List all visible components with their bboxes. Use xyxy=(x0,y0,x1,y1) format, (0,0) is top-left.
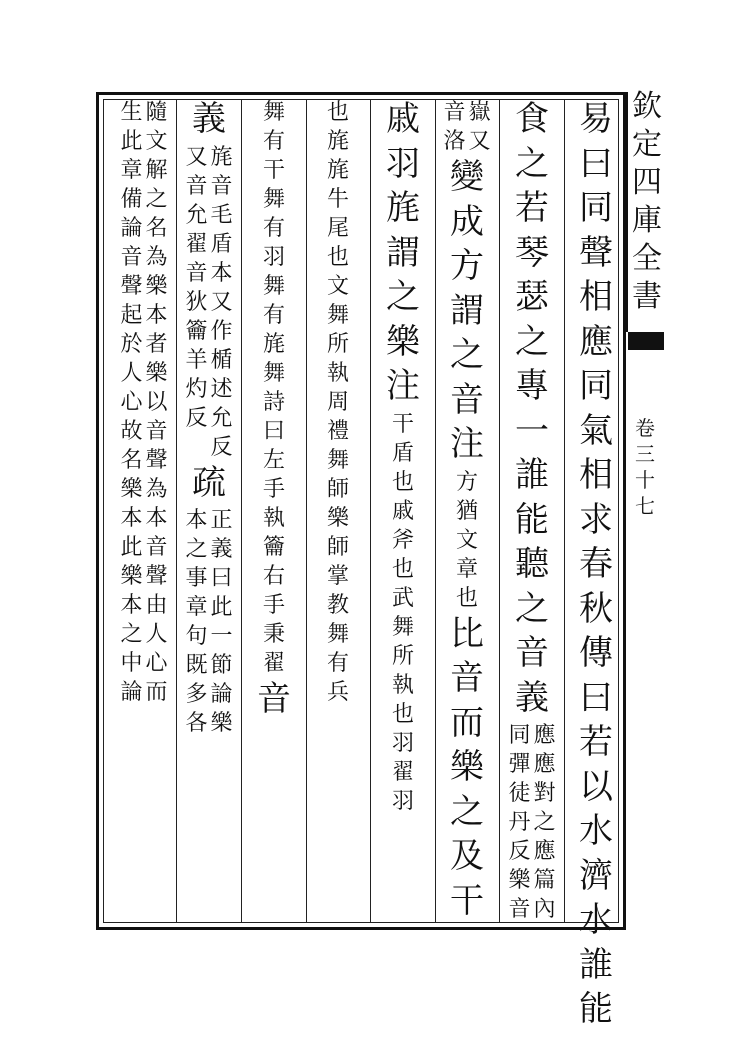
note-char: 丹 xyxy=(508,810,531,835)
note-char: 而 xyxy=(145,680,168,705)
note-char: 作 xyxy=(210,318,233,344)
volume-char: 卷 xyxy=(635,416,655,440)
note-char: 心 xyxy=(120,390,143,415)
main-text xyxy=(386,99,420,369)
note-char: 毛 xyxy=(210,202,233,228)
main-char: 琴 xyxy=(515,232,549,273)
note-char: 本 xyxy=(120,593,143,618)
main-char: 音 xyxy=(257,679,291,719)
note-char: 旄 xyxy=(326,158,349,183)
main-char: 而 xyxy=(450,702,484,743)
note-char: 音 xyxy=(145,535,168,560)
note-char: 解 xyxy=(145,158,168,183)
note-char: 羽 xyxy=(262,245,285,270)
note-char: 論 xyxy=(120,680,143,705)
commentary-note xyxy=(508,725,555,928)
note-char: 舞 xyxy=(262,100,285,125)
note-char: 禮 xyxy=(326,419,349,444)
note-char: 干 xyxy=(391,411,414,437)
note-char: 教 xyxy=(326,593,349,618)
note-line xyxy=(455,469,478,617)
title-char: 書 xyxy=(632,279,662,314)
note-char: 事 xyxy=(185,566,208,591)
main-char: 之 xyxy=(515,588,549,629)
note-char: 為 xyxy=(145,245,168,270)
note-line xyxy=(469,102,491,160)
note-char: 干 xyxy=(262,158,285,183)
note-char: 嶽 xyxy=(468,100,491,125)
note-char: 音 xyxy=(120,245,143,270)
note-line xyxy=(508,725,530,928)
note-char: 盾 xyxy=(210,231,233,257)
note-char: 旄 xyxy=(326,129,349,154)
main-char: 謂 xyxy=(450,290,484,331)
note-char: 有 xyxy=(262,216,285,241)
note-char: 本 xyxy=(210,260,233,286)
title-char: 全 xyxy=(632,241,662,276)
note-char: 之 xyxy=(185,537,208,562)
note-char: 聲 xyxy=(145,448,168,473)
note-char: 之 xyxy=(120,622,143,647)
main-char: 聽 xyxy=(515,544,549,584)
note-char: 舞 xyxy=(262,361,285,386)
note-char: 樂 xyxy=(120,477,143,502)
note-char: 於 xyxy=(120,332,143,357)
column-rule xyxy=(370,99,371,923)
note-char: 周 xyxy=(326,390,349,415)
note-char: 掌 xyxy=(326,564,349,589)
note-char: 各 xyxy=(185,711,208,736)
volume-char: 三 xyxy=(635,442,655,466)
note-char: 反 xyxy=(508,839,531,864)
note-char: 本 xyxy=(120,506,143,531)
text-column xyxy=(372,99,434,820)
note-char: 舞 xyxy=(262,274,285,299)
note-char: 猶 xyxy=(455,498,478,524)
main-char: 水 xyxy=(579,811,613,851)
note-char: 又 xyxy=(468,129,491,154)
main-char: 水 xyxy=(579,900,613,940)
main-char: 誰 xyxy=(579,944,613,985)
note-line xyxy=(443,102,465,160)
main-char: 方 xyxy=(450,246,484,286)
note-char: 應 xyxy=(533,752,556,777)
note-char: 尾 xyxy=(326,216,349,241)
note-char: 既 xyxy=(185,653,208,678)
note-line xyxy=(120,102,142,711)
commentary-note xyxy=(327,102,349,711)
note-line xyxy=(185,510,207,742)
note-char: 牛 xyxy=(326,187,349,212)
column-rule xyxy=(499,99,500,923)
note-char: 右 xyxy=(262,564,285,589)
title-char: 庫 xyxy=(632,203,662,238)
note-line xyxy=(185,144,208,466)
note-char: 執 xyxy=(391,672,414,698)
main-char: 之 xyxy=(450,791,484,832)
main-char: 專 xyxy=(515,366,549,406)
note-char: 也 xyxy=(391,469,414,495)
note-char: 節 xyxy=(210,653,233,678)
note-char: 也 xyxy=(326,100,349,125)
note-char: 手 xyxy=(262,593,285,618)
main-char: 誰 xyxy=(515,455,549,495)
note-char: 之 xyxy=(533,810,556,835)
note-char: 應 xyxy=(533,723,556,748)
note-char: 人 xyxy=(120,361,143,386)
note-char: 一 xyxy=(210,624,233,649)
note-char: 樂 xyxy=(210,711,233,736)
note-char: 舞 xyxy=(326,622,349,647)
note-line xyxy=(211,510,233,742)
note-char: 籥 xyxy=(262,535,285,560)
text-column xyxy=(178,99,240,742)
note-char: 執 xyxy=(262,506,285,531)
title-char: 欽 xyxy=(632,89,662,124)
note-char: 此 xyxy=(120,535,143,560)
main-char: 變 xyxy=(450,157,484,197)
note-char: 左 xyxy=(262,448,285,473)
note-char: 本 xyxy=(145,303,168,328)
note-char: 又 xyxy=(185,144,208,170)
main-char: 成 xyxy=(450,201,484,242)
note-char: 曰 xyxy=(262,419,285,444)
main-char: 聲 xyxy=(579,232,613,273)
commentary-note xyxy=(120,102,167,711)
note-char: 也 xyxy=(326,245,349,270)
text-column xyxy=(307,102,369,711)
note-char: 武 xyxy=(391,585,414,611)
main-char: 羽 xyxy=(386,143,420,184)
note-line xyxy=(146,102,168,711)
note-char: 備 xyxy=(120,187,143,212)
note-char: 翟 xyxy=(262,651,285,676)
main-char: 及 xyxy=(450,836,484,876)
note-char: 又 xyxy=(210,289,233,315)
note-char: 由 xyxy=(145,593,168,618)
main-char: 濟 xyxy=(579,855,613,896)
note-char: 戚 xyxy=(391,498,414,524)
note-char: 音 xyxy=(185,260,208,286)
note-char: 隨 xyxy=(145,100,168,125)
note-char: 樂 xyxy=(508,868,531,893)
note-char: 羽 xyxy=(391,730,414,756)
note-char: 章 xyxy=(455,556,478,582)
commentary-note xyxy=(185,510,232,742)
note-char: 手 xyxy=(262,477,285,502)
note-char: 羽 xyxy=(391,788,414,814)
main-char: 氣 xyxy=(579,410,613,451)
main-text xyxy=(579,99,613,1037)
note-char: 旄 xyxy=(262,332,285,357)
note-char: 楯 xyxy=(210,347,233,373)
main-char: 以 xyxy=(579,766,613,807)
note-char: 音 xyxy=(145,419,168,444)
text-column xyxy=(243,102,305,727)
text-column xyxy=(436,102,498,928)
main-char: 瑟 xyxy=(515,277,549,317)
main-char: 干 xyxy=(450,880,484,921)
note-char: 也 xyxy=(391,556,414,582)
note-line xyxy=(327,102,349,711)
note-char: 之 xyxy=(145,187,168,212)
note-char: 以 xyxy=(145,390,168,415)
main-char: 同 xyxy=(579,188,613,228)
note-char: 曰 xyxy=(210,566,233,591)
note-char: 舞 xyxy=(391,614,414,640)
note-char: 論 xyxy=(120,216,143,241)
note-line xyxy=(534,725,556,928)
main-char: 求 xyxy=(579,499,613,540)
title-char: 定 xyxy=(632,127,662,162)
note-char: 句 xyxy=(185,624,208,649)
main-char: 一 xyxy=(515,410,549,451)
note-char: 反 xyxy=(185,405,208,431)
main-char: 同 xyxy=(579,366,613,406)
note-char: 為 xyxy=(145,477,168,502)
note-char: 音 xyxy=(185,173,208,199)
note-char: 文 xyxy=(145,129,168,154)
main-text xyxy=(450,613,484,929)
volume-number xyxy=(632,418,658,522)
column-rule xyxy=(241,99,242,923)
note-char: 章 xyxy=(185,595,208,620)
note-char: 篇 xyxy=(533,868,556,893)
note-char: 對 xyxy=(533,781,556,806)
note-char: 本 xyxy=(145,506,168,531)
note-char: 狄 xyxy=(185,289,208,315)
note-line xyxy=(210,144,233,466)
main-text xyxy=(515,99,549,725)
note-char: 音 xyxy=(210,173,233,199)
note-char: 起 xyxy=(120,303,143,328)
main-char: 能 xyxy=(515,499,549,540)
note-char: 章 xyxy=(120,158,143,183)
volume-char: 七 xyxy=(635,494,655,518)
note-char: 允 xyxy=(210,405,233,431)
note-char: 名 xyxy=(120,448,143,473)
note-char: 者 xyxy=(145,332,168,357)
note-char: 正 xyxy=(210,508,233,533)
commentary-note xyxy=(443,102,490,160)
note-char: 內 xyxy=(533,897,556,922)
main-char: 若 xyxy=(579,722,613,762)
note-char: 應 xyxy=(533,839,556,864)
note-char: 有 xyxy=(262,129,285,154)
note-char: 所 xyxy=(391,643,414,669)
note-char: 也 xyxy=(455,585,478,611)
note-char: 樂 xyxy=(326,506,349,531)
commentary-note xyxy=(263,102,285,682)
note-char: 所 xyxy=(326,332,349,357)
note-char: 羊 xyxy=(185,347,208,373)
note-line xyxy=(263,102,285,682)
note-char: 樂 xyxy=(145,274,168,299)
note-char: 論 xyxy=(210,682,233,707)
main-text xyxy=(257,679,291,727)
note-char: 樂 xyxy=(145,361,168,386)
note-char: 舞 xyxy=(262,187,285,212)
main-char: 之 xyxy=(386,277,420,317)
note-char: 允 xyxy=(185,202,208,228)
main-char: 相 xyxy=(579,277,613,317)
note-char: 義 xyxy=(210,537,233,562)
note-char: 故 xyxy=(120,419,143,444)
commentary-note xyxy=(391,411,414,820)
note-char: 秉 xyxy=(262,622,285,647)
note-char: 聲 xyxy=(120,274,143,299)
volume-char: 十 xyxy=(635,468,655,492)
main-char: 之 xyxy=(450,335,484,375)
note-char: 旄 xyxy=(210,144,233,170)
note-char: 師 xyxy=(326,477,349,502)
main-char: 之 xyxy=(515,321,549,362)
note-line xyxy=(391,411,414,820)
main-text xyxy=(386,366,420,414)
note-char: 有 xyxy=(262,303,285,328)
main-char: 食 xyxy=(515,99,549,139)
main-text xyxy=(450,424,484,472)
margin-block-mark xyxy=(628,332,664,350)
main-char: 謂 xyxy=(386,232,420,273)
note-char: 名 xyxy=(145,216,168,241)
note-char: 灼 xyxy=(185,376,208,402)
note-char: 反 xyxy=(210,434,233,460)
main-char: 曰 xyxy=(579,143,613,184)
main-char: 春 xyxy=(579,544,613,584)
note-char: 同 xyxy=(508,723,531,748)
note-char: 樂 xyxy=(120,564,143,589)
note-char: 翟 xyxy=(185,231,208,257)
note-char: 兵 xyxy=(326,680,349,705)
main-char: 秋 xyxy=(579,588,613,629)
main-char: 相 xyxy=(579,455,613,495)
main-char: 傳 xyxy=(579,633,613,673)
main-char: 旄 xyxy=(386,188,420,228)
main-char: 音 xyxy=(450,658,484,698)
note-char: 詩 xyxy=(262,390,285,415)
note-char: 斧 xyxy=(391,527,414,553)
note-char: 有 xyxy=(326,651,349,676)
main-char: 音 xyxy=(450,379,484,420)
main-char: 能 xyxy=(579,989,613,1029)
main-char: 之 xyxy=(515,143,549,184)
note-char: 述 xyxy=(210,376,233,402)
note-char: 籥 xyxy=(185,318,208,344)
note-char: 聲 xyxy=(145,564,168,589)
title-char: 四 xyxy=(632,165,662,200)
main-char: 比 xyxy=(450,613,484,654)
main-char: 義 xyxy=(515,677,549,718)
column-rule xyxy=(176,99,177,923)
note-char: 本 xyxy=(185,508,208,533)
main-char: 樂 xyxy=(386,321,420,362)
commentary-note xyxy=(185,144,233,466)
note-char: 文 xyxy=(455,527,478,553)
main-char: 若 xyxy=(515,188,549,228)
main-char: 曰 xyxy=(579,677,613,718)
main-text xyxy=(450,157,484,427)
note-char: 舞 xyxy=(326,448,349,473)
note-char: 彈 xyxy=(508,752,531,777)
note-char: 此 xyxy=(210,595,233,620)
note-char: 心 xyxy=(145,651,168,676)
note-char: 盾 xyxy=(391,440,414,466)
commentary-note xyxy=(455,469,478,617)
note-char: 舞 xyxy=(326,303,349,328)
book-title xyxy=(628,89,666,320)
main-char: 樂 xyxy=(450,747,484,787)
main-char: 音 xyxy=(515,633,549,673)
main-text xyxy=(192,462,226,511)
main-text xyxy=(192,99,226,147)
main-char: 義 xyxy=(192,99,226,139)
main-char: 應 xyxy=(579,321,613,362)
text-column xyxy=(565,99,627,1037)
note-char: 洛 xyxy=(443,129,466,154)
main-char: 注 xyxy=(450,424,484,464)
main-char: 戚 xyxy=(386,99,420,139)
main-char: 疏 xyxy=(192,462,226,503)
note-char: 徒 xyxy=(508,781,531,806)
note-char: 翟 xyxy=(391,759,414,785)
note-char: 師 xyxy=(326,535,349,560)
note-char: 文 xyxy=(326,274,349,299)
main-char: 易 xyxy=(579,99,613,139)
note-char: 也 xyxy=(391,701,414,727)
note-char: 執 xyxy=(326,361,349,386)
note-char: 此 xyxy=(120,129,143,154)
note-char: 多 xyxy=(185,682,208,707)
note-char: 生 xyxy=(120,100,143,125)
main-char: 注 xyxy=(386,366,420,406)
note-char: 方 xyxy=(455,469,478,495)
text-column xyxy=(501,99,563,928)
note-char: 人 xyxy=(145,622,168,647)
text-column xyxy=(113,102,175,711)
note-char: 音 xyxy=(443,100,466,125)
note-char: 中 xyxy=(120,651,143,676)
note-char: 音 xyxy=(508,897,531,922)
